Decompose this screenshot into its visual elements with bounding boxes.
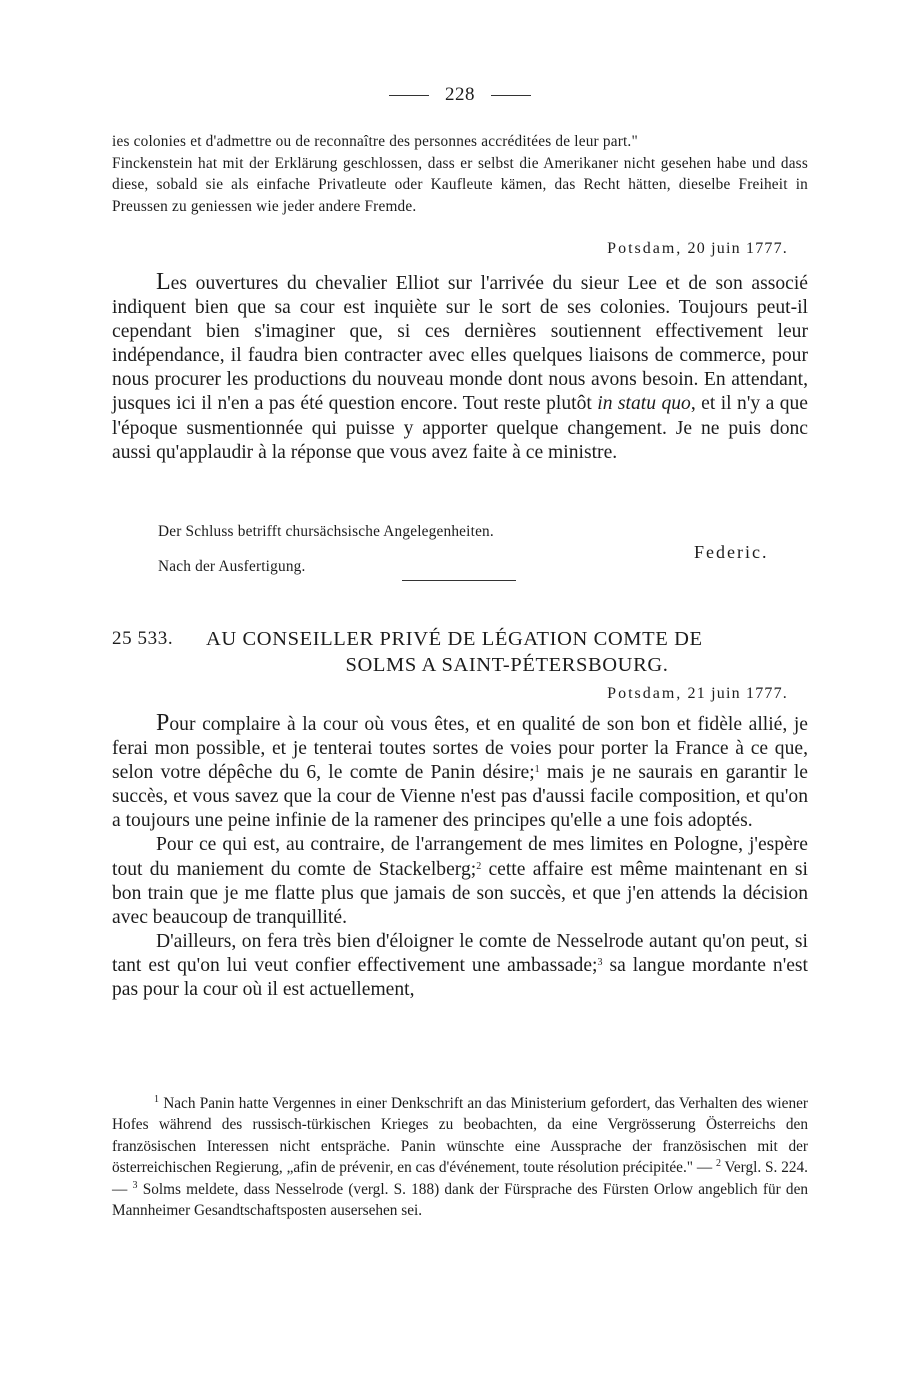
letter2-paragraph-3 (112, 930, 808, 1002)
footnote-3-text: Solms meldete, dass Nesselrode (vergl. S. 188) dank der Fürsprache des Fürsten Orlow angeblich für den Mannheimer Gesandtschaftsposten ausersehen sei. (112, 1180, 809, 1220)
letter2-paragraph-1 (112, 711, 808, 833)
footnotes-paragraph (112, 1093, 808, 1221)
letter2-p3-a: D'ailleurs, on fera très bien d'éloigner le comte de Nesselrode autant qu'on peut, si tant est qu'on lui veut confier effectivement une ambassade; (112, 930, 808, 976)
continuation-line-1: ies colonies et d'admettre ou de reconnaître des personnes accréditées de leur part." (112, 133, 638, 150)
letter2-title-line2: SOLMS A SAINT-PÉTERSBOURG. (345, 654, 669, 676)
letter2-date: 21 juin 1777. (687, 685, 788, 702)
letter2-number: 25 533. (112, 628, 174, 649)
letter2-heading (112, 627, 808, 677)
letter2-place-date (112, 685, 808, 703)
continuation-text (112, 131, 808, 217)
continuation-line-2: Finckenstein hat mit der Erklärung geschlossen, dass er selbst die Amerikaner nicht gesehen habe und dass diese, sobald sie als einfache Privatleute oder Kaufleute kämen, das Recht hätten, dieselbe Freiheit in Preussen zu geniessen wie jeder andere Fremde. (112, 154, 808, 215)
footnote-ref-2: 2 (476, 860, 482, 872)
section-rule (402, 580, 516, 581)
letter2-p2-a: Pour ce qui est, au contraire, de l'arrangement de mes limites en Pologne, j'espère tout du maniement du comte de Stackelberg; (112, 834, 808, 880)
footnote-mark-2: 2 (715, 1158, 721, 1170)
letter1-place: Potsdam, (607, 240, 683, 257)
letter2-place: Potsdam, (607, 685, 683, 702)
letter2-body (112, 711, 808, 1002)
footnote-ref-3: 3 (597, 956, 603, 968)
letter1-signature: Federic. (694, 542, 769, 562)
letter2-paragraph-2 (112, 833, 808, 929)
letter1-place-date (112, 240, 808, 258)
letter1-paragraph (112, 270, 808, 465)
letter1-text-b: , et il n'y a que l'époque susmentionnée qui puisse y apporter quelque changement. Je ne puis donc aussi qu'applaudir à la réponse que vous avez faite à ce ministre. (112, 393, 808, 463)
page-header (112, 84, 808, 106)
footnote-1-text: Nach Panin hatte Vergennes in einer Denkschrift an das Ministerium gefordert, das Verhalten des wiener Hofes während des russisch-türkischen Krieges zu beobachten, da eine Vergrösserung Österreichs den französischen Interessen nicht entspräche. Panin wünschte eine Aussprache der französischen mit der österreichischen Regierung, „afin de prévenir, en cas d'événement, toute résolution précipitée." — (112, 1095, 808, 1177)
letter2-heading-line1 (112, 627, 808, 651)
header-dash-right (491, 95, 531, 96)
letter1-note (158, 521, 798, 543)
letter2-p1-b: mais je ne saurais en garantir le succès, et vous savez que la cour de Vienne n'est pas d'aussi facile composition, et qu'on a toujours une peine infinie de la ramener des principes qu'elle a une fois adoptés. (112, 762, 808, 832)
footnote-mark-1: 1 (154, 1094, 159, 1105)
letter1-conclusion-note: Der Schluss betrifft chursächsische Angelegenheiten. (158, 523, 494, 540)
letter1-source (158, 556, 458, 578)
letter2-p3-b: sa langue mordante n'est pas pour la cour où il est actuellement, (112, 954, 808, 1001)
letter1-date: 20 juin 1777. (687, 240, 788, 257)
letter2-title-line1: AU CONSEILLER PRIVÉ DE LÉGATION COMTE DE (206, 628, 703, 650)
footnote-mark-3: 3 (132, 1179, 138, 1191)
footnote-2-text: Vergl. S. 224. — (112, 1159, 808, 1198)
footnote-ref-1: 1 (534, 764, 540, 776)
letter2-p1-a: Pour complaire à la cour où vous êtes, et en qualité de son bon et fidèle allié, je ferai mon possible, et je tenterai toutes sortes de voies pour porter la France à ce que, selon votre dépêche du 6, le comte de Panin désire; (112, 710, 808, 784)
header-dash-left (389, 95, 429, 96)
letter1-source-text: Nach der Ausfertigung. (158, 558, 306, 575)
letter2-p2-b: cette affaire est même maintenant en si bon train que je me flatte plus que jamais de son succès, et que j'en attends la décision avec beaucoup de tranquillité. (112, 858, 809, 928)
letter1-italic: in statu quo (597, 393, 691, 415)
letter1-text-a: Les ouvertures du chevalier Elliot sur l'arrivée du sieur Lee et de son associé indiquent bien que sa cour est inquiète sur le sort de ses colonies. Toujours peut-il cependant bien s'imaginer que, si ces dernières soutiennent effectivement leur indépendance, il faudra bien contracter avec elles quelques liaisons de commerce, pour nous procurer les productions du nouveau monde dont nous avons besoin. En attendant, jusques ici il n'en a pas été question encore. Tout reste plutôt (112, 269, 808, 415)
page-number: 228 (445, 84, 475, 105)
letter1-body (112, 270, 808, 465)
footnotes (112, 1093, 808, 1221)
